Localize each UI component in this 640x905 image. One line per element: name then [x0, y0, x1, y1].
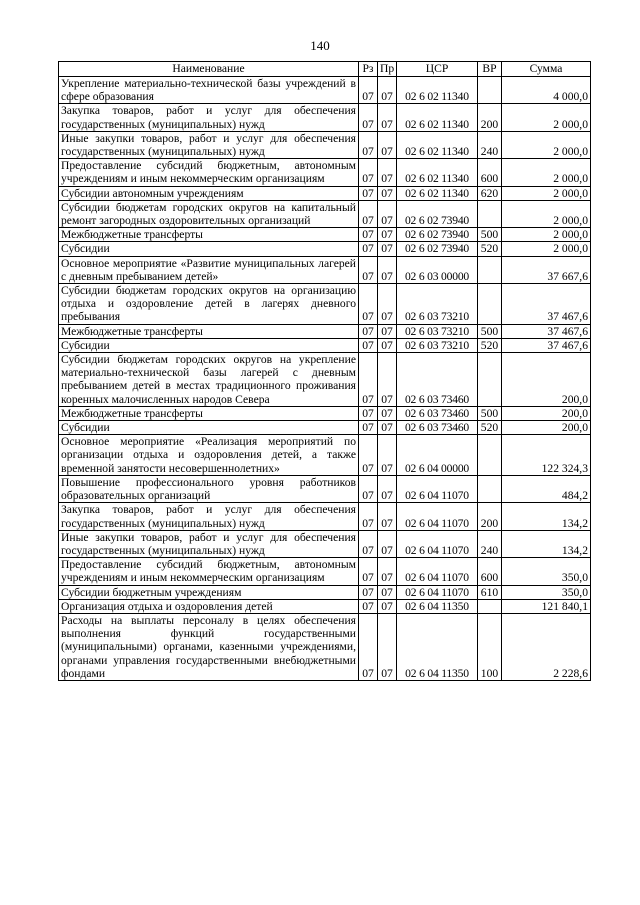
row-rz: 07 — [359, 353, 378, 407]
row-pr: 07 — [378, 186, 397, 200]
table-row — [59, 284, 591, 325]
table-row — [59, 338, 591, 352]
row-rz: 07 — [359, 104, 378, 131]
row-sum: 121 840,1 — [502, 599, 591, 613]
row-csr: 02 6 04 11350 — [397, 599, 478, 613]
row-rz: 07 — [359, 159, 378, 186]
row-pr: 07 — [378, 475, 397, 502]
row-pr: 07 — [378, 324, 397, 338]
column-header-pr: Пр — [378, 62, 397, 77]
row-pr: 07 — [378, 77, 397, 104]
row-name: Расходы на выплаты персоналу в целях обеспечения выполнения функций государственными (муниципальными) органами, казенными учреждениями, органами управления государственными внебюджетными фондами — [59, 613, 359, 680]
row-csr: 02 6 02 11340 — [397, 77, 478, 104]
row-sum: 200,0 — [502, 421, 591, 435]
row-csr: 02 6 03 73210 — [397, 284, 478, 325]
row-sum: 2 000,0 — [502, 159, 591, 186]
row-name: Предоставление субсидий бюджетным, автономным учреждениям и иным некоммерческим организациям — [59, 159, 359, 186]
row-csr: 02 6 03 73210 — [397, 324, 478, 338]
row-rz: 07 — [359, 558, 378, 585]
row-rz: 07 — [359, 613, 378, 680]
table-row — [59, 435, 591, 476]
table-row — [59, 613, 591, 680]
row-name: Субсидии бюджетам городских округов на организацию отдыха и оздоровление детей в лагерях дневного пребывания — [59, 284, 359, 325]
row-csr: 02 6 04 11070 — [397, 530, 478, 557]
row-pr: 07 — [378, 353, 397, 407]
row-rz: 07 — [359, 284, 378, 325]
row-pr: 07 — [378, 503, 397, 530]
row-vr — [478, 599, 502, 613]
row-sum: 2 000,0 — [502, 242, 591, 256]
row-pr: 07 — [378, 599, 397, 613]
row-pr: 07 — [378, 104, 397, 131]
row-sum: 37 467,6 — [502, 284, 591, 325]
row-pr: 07 — [378, 558, 397, 585]
row-sum: 134,2 — [502, 530, 591, 557]
table-row — [59, 256, 591, 283]
row-rz: 07 — [359, 503, 378, 530]
row-pr: 07 — [378, 406, 397, 420]
row-rz: 07 — [359, 256, 378, 283]
row-csr: 02 6 02 73940 — [397, 242, 478, 256]
row-vr: 240 — [478, 530, 502, 557]
table-row — [59, 228, 591, 242]
table-row — [59, 353, 591, 407]
table-row — [59, 599, 591, 613]
row-vr: 500 — [478, 228, 502, 242]
row-csr: 02 6 02 11340 — [397, 104, 478, 131]
row-sum: 350,0 — [502, 585, 591, 599]
row-name: Укрепление материально-технической базы учреждений в сфере образования — [59, 77, 359, 104]
column-header-name: Наименование — [59, 62, 359, 77]
column-header-sum: Сумма — [502, 62, 591, 77]
row-name: Повышение профессионального уровня работников образовательных организаций — [59, 475, 359, 502]
row-pr: 07 — [378, 435, 397, 476]
row-sum: 200,0 — [502, 406, 591, 420]
row-sum: 4 000,0 — [502, 77, 591, 104]
row-rz: 07 — [359, 599, 378, 613]
row-rz: 07 — [359, 585, 378, 599]
table-row — [59, 159, 591, 186]
row-name: Субсидии бюджетным учреждениям — [59, 585, 359, 599]
row-vr: 500 — [478, 406, 502, 420]
row-csr: 02 6 04 11070 — [397, 558, 478, 585]
table-row — [59, 421, 591, 435]
row-vr: 520 — [478, 421, 502, 435]
row-name: Основное мероприятие «Развитие муниципальных лагерей с дневным пребыванием детей» — [59, 256, 359, 283]
row-vr: 200 — [478, 503, 502, 530]
row-vr — [478, 353, 502, 407]
row-sum: 2 000,0 — [502, 186, 591, 200]
row-name: Межбюджетные трансферты — [59, 324, 359, 338]
table-body — [59, 77, 591, 681]
row-vr — [478, 200, 502, 227]
row-vr: 520 — [478, 242, 502, 256]
row-pr: 07 — [378, 242, 397, 256]
table-row — [59, 406, 591, 420]
row-rz: 07 — [359, 324, 378, 338]
row-pr: 07 — [378, 131, 397, 158]
row-sum: 2 000,0 — [502, 104, 591, 131]
row-sum: 2 000,0 — [502, 200, 591, 227]
row-name: Субсидии бюджетам городских округов на капитальный ремонт загородных оздоровительных организаций — [59, 200, 359, 227]
table-row — [59, 475, 591, 502]
row-name: Субсидии — [59, 338, 359, 352]
row-csr: 02 6 02 11340 — [397, 159, 478, 186]
row-name: Межбюджетные трансферты — [59, 406, 359, 420]
row-pr: 07 — [378, 421, 397, 435]
row-rz: 07 — [359, 242, 378, 256]
row-name: Субсидии — [59, 242, 359, 256]
row-pr: 07 — [378, 613, 397, 680]
row-sum: 350,0 — [502, 558, 591, 585]
row-name: Закупка товаров, работ и услуг для обеспечения государственных (муниципальных) нужд — [59, 503, 359, 530]
row-rz: 07 — [359, 338, 378, 352]
row-csr: 02 6 02 11340 — [397, 131, 478, 158]
table-row — [59, 77, 591, 104]
row-csr: 02 6 04 00000 — [397, 435, 478, 476]
row-rz: 07 — [359, 186, 378, 200]
row-sum: 134,2 — [502, 503, 591, 530]
row-vr — [478, 284, 502, 325]
column-header-rz: Рз — [359, 62, 378, 77]
row-name: Иные закупки товаров, работ и услуг для обеспечения государственных (муниципальных) нужд — [59, 131, 359, 158]
budget-table — [58, 61, 591, 681]
row-name: Субсидии бюджетам городских округов на укрепление материально-технической базы лагерей с дневным пребыванием детей в местах традиционного проживания коренных малочисленных народов Севера — [59, 353, 359, 407]
row-name: Межбюджетные трансферты — [59, 228, 359, 242]
row-pr: 07 — [378, 338, 397, 352]
row-csr: 02 6 02 11340 — [397, 186, 478, 200]
row-pr: 07 — [378, 585, 397, 599]
row-name: Предоставление субсидий бюджетным, автономным учреждениям и иным некоммерческим организациям — [59, 558, 359, 585]
row-csr: 02 6 03 00000 — [397, 256, 478, 283]
row-sum: 2 228,6 — [502, 613, 591, 680]
row-name: Закупка товаров, работ и услуг для обеспечения государственных (муниципальных) нужд — [59, 104, 359, 131]
row-csr: 02 6 03 73460 — [397, 353, 478, 407]
row-vr: 600 — [478, 159, 502, 186]
table-row — [59, 200, 591, 227]
row-vr — [478, 435, 502, 476]
row-rz: 07 — [359, 77, 378, 104]
table-row — [59, 530, 591, 557]
row-pr: 07 — [378, 256, 397, 283]
row-vr: 200 — [478, 104, 502, 131]
row-vr: 240 — [478, 131, 502, 158]
row-sum: 200,0 — [502, 353, 591, 407]
row-vr: 600 — [478, 558, 502, 585]
row-csr: 02 6 02 73940 — [397, 228, 478, 242]
row-sum: 37 467,6 — [502, 324, 591, 338]
column-header-vr: ВР — [478, 62, 502, 77]
row-vr — [478, 475, 502, 502]
row-sum: 2 000,0 — [502, 131, 591, 158]
table-row — [59, 104, 591, 131]
row-name: Субсидии — [59, 421, 359, 435]
row-pr: 07 — [378, 228, 397, 242]
row-sum: 2 000,0 — [502, 228, 591, 242]
row-vr — [478, 256, 502, 283]
row-rz: 07 — [359, 530, 378, 557]
page-number: 140 — [310, 38, 330, 53]
row-csr: 02 6 02 73940 — [397, 200, 478, 227]
column-header-csr: ЦСР — [397, 62, 478, 77]
row-sum: 484,2 — [502, 475, 591, 502]
row-rz: 07 — [359, 475, 378, 502]
row-csr: 02 6 04 11070 — [397, 585, 478, 599]
row-vr: 500 — [478, 324, 502, 338]
row-csr: 02 6 03 73210 — [397, 338, 478, 352]
table-row — [59, 558, 591, 585]
table-row — [59, 242, 591, 256]
row-pr: 07 — [378, 284, 397, 325]
row-csr: 02 6 03 73460 — [397, 406, 478, 420]
row-pr: 07 — [378, 530, 397, 557]
row-rz: 07 — [359, 131, 378, 158]
table-row — [59, 503, 591, 530]
table-row — [59, 131, 591, 158]
row-pr: 07 — [378, 159, 397, 186]
table-row — [59, 324, 591, 338]
row-rz: 07 — [359, 421, 378, 435]
row-vr: 610 — [478, 585, 502, 599]
row-name: Субсидии автономным учреждениям — [59, 186, 359, 200]
row-rz: 07 — [359, 228, 378, 242]
row-sum: 122 324,3 — [502, 435, 591, 476]
row-sum: 37 467,6 — [502, 338, 591, 352]
table-row — [59, 186, 591, 200]
row-vr — [478, 77, 502, 104]
row-rz: 07 — [359, 406, 378, 420]
table-header-row — [59, 62, 591, 77]
row-csr: 02 6 03 73460 — [397, 421, 478, 435]
row-sum: 37 667,6 — [502, 256, 591, 283]
row-pr: 07 — [378, 200, 397, 227]
row-csr: 02 6 04 11070 — [397, 503, 478, 530]
row-name: Иные закупки товаров, работ и услуг для обеспечения государственных (муниципальных) нужд — [59, 530, 359, 557]
row-rz: 07 — [359, 200, 378, 227]
table-row — [59, 585, 591, 599]
row-vr: 100 — [478, 613, 502, 680]
row-vr: 620 — [478, 186, 502, 200]
row-name: Организация отдыха и оздоровления детей — [59, 599, 359, 613]
row-vr: 520 — [478, 338, 502, 352]
row-rz: 07 — [359, 435, 378, 476]
row-csr: 02 6 04 11070 — [397, 475, 478, 502]
row-csr: 02 6 04 11350 — [397, 613, 478, 680]
row-name: Основное мероприятие «Реализация мероприятий по организации отдыха и оздоровления детей, а также временной занятости несовершеннолетних» — [59, 435, 359, 476]
